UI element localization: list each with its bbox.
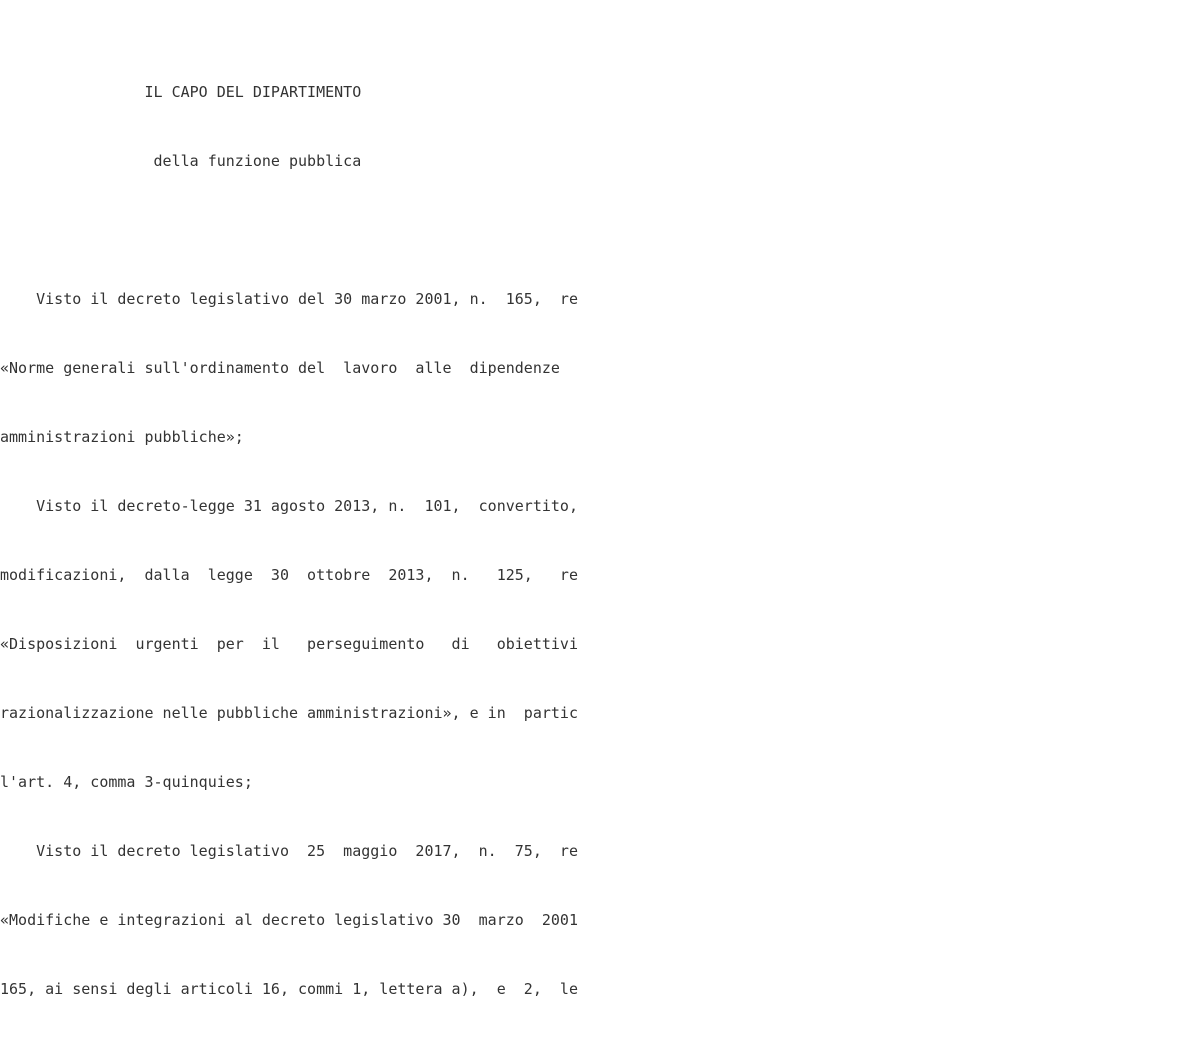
decree-body [0, 35, 1200, 1047]
blank-line [0, 219, 1200, 242]
text-line: amministrazioni pubbliche»; [0, 428, 244, 446]
text-line: «Modifiche e integrazioni al decreto legislativo 30 marzo 2001 [0, 911, 578, 929]
text-line: l'art. 4, comma 3-quinquies; [0, 773, 253, 791]
text-line: modificazioni, dalla legge 30 ottobre 2013, n. 125, re [0, 566, 578, 584]
header-line-office: IL CAPO DEL DIPARTIMENTO [0, 83, 362, 101]
text-line: Visto il decreto-legge 31 agosto 2013, n. 101, convertito, [0, 497, 578, 515]
text-line-partial: 165, ai sensi degli articoli 16, commi 1, lettera a), e 2, le [0, 980, 578, 998]
text-line: «Norme generali sull'ordinamento del lavoro alle dipendenze [0, 359, 578, 377]
text-line: «Disposizioni urgenti per il perseguimento di obiettivi [0, 635, 578, 653]
text-line: Visto il decreto legislativo 25 maggio 2017, n. 75, re [0, 842, 578, 860]
header-line-department: della funzione pubblica [0, 152, 362, 170]
text-line: razionalizzazione nelle pubbliche amministrazioni», e in partic [0, 704, 578, 722]
text-line: Visto il decreto legislativo del 30 marzo 2001, n. 165, re [0, 290, 578, 308]
